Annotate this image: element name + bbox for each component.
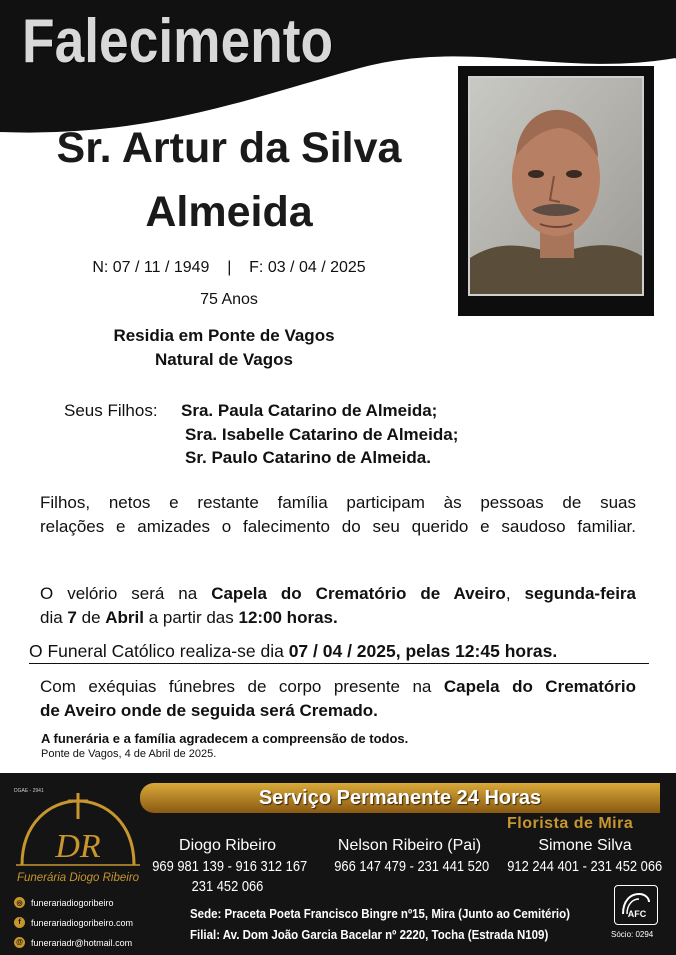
social-email[interactable] [14, 937, 132, 948]
instagram-icon: ◎ [14, 897, 25, 908]
age: 75 Anos [200, 291, 258, 308]
place-date: Ponte de Vagos, 4 de Abril de 2025. [41, 748, 217, 760]
service-banner [140, 783, 660, 813]
dgae-number: DGAE - 2941 [14, 788, 44, 794]
social-text: funerariadr@hotmail.com [31, 937, 133, 948]
contact-phone: 231 452 066 [191, 878, 264, 895]
member-number: Sócio: 0294 [611, 930, 654, 939]
birth-death-dates: N: 07 / 11 / 1949 | F: 03 / 04 / 2025 [92, 259, 366, 276]
announcement-line2: relações e amizades o falecimento do seu querido e saudoso familiar. [40, 517, 636, 536]
social-text: funerariadiogoribeiro.com [31, 917, 134, 928]
social-instagram[interactable] [14, 897, 114, 908]
wake-text: a partir das [143, 608, 239, 627]
wake-time: 12:00 horas. [238, 608, 338, 627]
wake-text: dia [40, 608, 68, 627]
exequies-line1 [40, 675, 636, 699]
footer [0, 773, 676, 955]
contact-name: Simone Silva [538, 837, 632, 854]
deceased-name-line2: Almeida [145, 188, 313, 236]
wake-line2 [40, 606, 636, 630]
header-title: Falecimento [22, 7, 334, 76]
contact-phone: 969 981 139 - 916 312 167 [152, 858, 308, 875]
deceased-name-line1: Sr. Artur da Silva [56, 124, 402, 172]
origin: Natural de Vagos [155, 350, 293, 369]
funeral-text: O Funeral Católico realiza-se dia [29, 641, 289, 661]
logo-name: Funerária Diogo Ribeiro [16, 872, 140, 884]
funeral-home-logo [12, 793, 144, 887]
child-name: Sra. Paula Catarino de Almeida; [181, 401, 438, 420]
contact-phone: 912 244 401 - 231 452 066 [507, 858, 663, 875]
child-name: Sr. Paulo Catarino de Almeida. [185, 448, 431, 467]
wake-month: Abril [105, 608, 144, 627]
residence: Residia em Ponte de Vagos [113, 326, 335, 345]
wake-text: O velório será na [40, 584, 212, 603]
wake-text: de [76, 608, 106, 627]
exequies-text: Com exéquias fúnebres de corpo presente na [40, 677, 444, 696]
wake-text: , [505, 584, 525, 603]
afc-text: AFC [627, 909, 647, 919]
wake-location: Capela do Crematório de Aveiro [211, 584, 506, 603]
wake-weekday: segunda-feira [524, 584, 636, 603]
address-sede: Sede: Praceta Poeta Francisco Bingre nº15, Mira (Junto ao Cemitério) [190, 907, 570, 921]
portrait-frame [458, 66, 654, 316]
exequies-location: Capela do Crematório [443, 677, 636, 696]
funeral-info [29, 641, 649, 664]
wake-day: 7 [67, 608, 77, 627]
social-text: funerariadiogoribeiro [31, 897, 114, 908]
social-facebook[interactable] [14, 917, 133, 928]
florista-label: Florista de Mira [507, 815, 634, 832]
wake-line1 [40, 582, 636, 606]
afc-logo [614, 885, 658, 925]
exequies-location-cont: de Aveiro onde de seguida será Cremado. [40, 701, 378, 720]
facebook-icon: f [14, 917, 25, 928]
thanks-note: A funerária e a família agradecem a compreensão de todos. [41, 731, 409, 746]
logo-initials: DR [55, 828, 101, 865]
contact-phone: 966 147 479 - 231 441 520 [334, 858, 490, 875]
child-name: Sra. Isabelle Catarino de Almeida; [185, 425, 459, 444]
announcement-line1: Filhos, netos e restante família participam às pessoas de suas [40, 493, 636, 512]
funeral-datetime: 07 / 04 / 2025, pelas 12:45 horas. [288, 641, 558, 661]
contact-name: Nelson Ribeiro (Pai) [337, 837, 482, 854]
email-icon: @ [14, 937, 25, 948]
portrait-photo [468, 76, 644, 296]
address-filial: Filial: Av. Dom João Garcia Bacelar nº 2220, Tocha (Estrada N109) [190, 928, 549, 942]
contact-name: Diogo Ribeiro [179, 837, 276, 854]
service-text: Serviço Permanente 24 Horas [258, 787, 542, 809]
children-label: Seus Filhos: [64, 401, 158, 420]
exequies-line2 [40, 699, 636, 723]
